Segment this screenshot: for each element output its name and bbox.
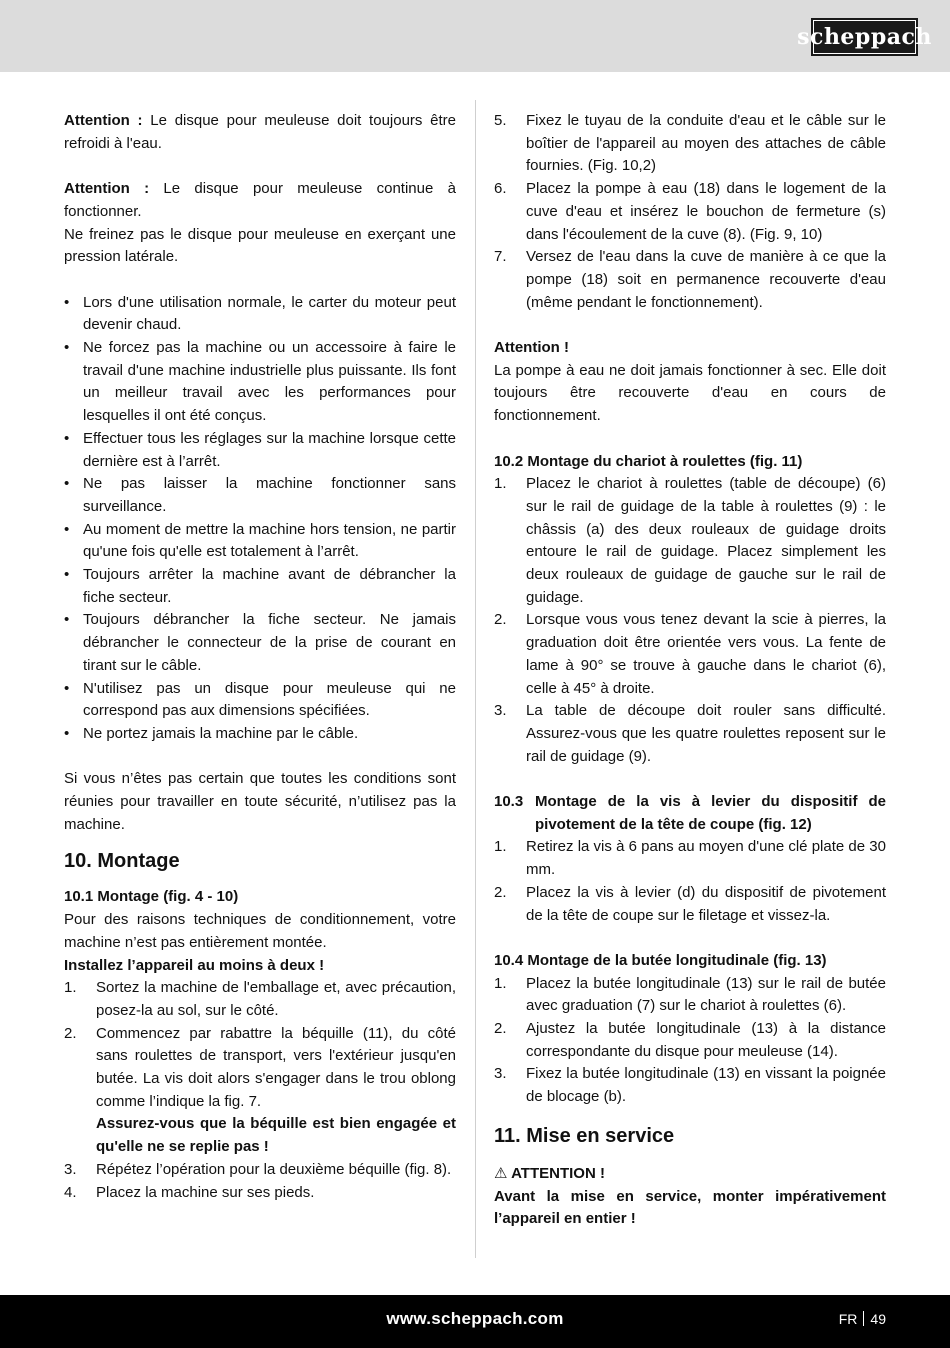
list-item-text: Toujours débrancher la fiche secteur. Ne jamais débrancher le connecteur de la prise de courant en tirant sur le câble. xyxy=(83,611,456,674)
list-item xyxy=(64,678,456,723)
list-item xyxy=(494,609,886,700)
list-item-text: Lors d'une utilisation normale, le carter du moteur peut devenir chaud. xyxy=(83,293,456,334)
list-item xyxy=(494,836,886,881)
list-item xyxy=(64,292,456,337)
step-text: Fixez le tuyau de la conduite d'eau et le câble sur le boîtier de l'appareil au moyen des attaches de câble fournies. (Fig. 10,2) xyxy=(526,112,886,175)
warning-triangle-icon: ⚠ xyxy=(494,1164,508,1182)
step-text: Répétez l’opération pour la deuxième béquille (fig. 8). xyxy=(96,1160,452,1178)
step-number: 3. xyxy=(64,1160,77,1178)
subsection-heading-10-2: 10.2 Montage du chariot à roulettes (fig. 11) xyxy=(494,452,803,470)
step-text: Ajustez la butée longitudinale (13) à la distance correspondante du disque pour meuleuse (14). xyxy=(526,1020,886,1060)
step-text: Placez la machine sur ses pieds. xyxy=(96,1183,315,1201)
attention-text: La pompe à eau ne doit jamais fonctionner à sec. Elle doit toujours être recouverte d'eau en cours de fonctionnement. xyxy=(494,361,886,425)
brand-logo-text: scheppach xyxy=(797,24,932,50)
safety-note: Si vous n’êtes pas certain que toutes les conditions sont réunies pour travailler en toute sécurité, n’utilisez pas la machine. xyxy=(64,770,456,833)
step-number: 1. xyxy=(494,974,507,992)
footer-bar xyxy=(0,1295,950,1348)
step-text: Commencez par rabattre la béquille (11), du côté sans roulettes de transport, vers l'extérieur jusqu'en butée. La vis doit alors s'engager dans le trou oblong comme l’indique la fig. 7. xyxy=(96,1024,456,1110)
paragraph-bold: Installez l’appareil au moins à deux ! xyxy=(64,956,325,974)
bullet-marker: • xyxy=(64,339,70,356)
bullet-marker: • xyxy=(64,566,70,584)
list-item-text: Au moment de mettre la machine hors tension, ne partir qu'une fois qu'elle est totalement à l’arrêt. xyxy=(83,520,456,561)
step-text: Fixez la butée longitudinale (13) en vissant la poignée de blocage (b). xyxy=(526,1065,886,1106)
page-separator xyxy=(863,1311,864,1326)
subsection-heading-10-1: 10.1 Montage (fig. 4 - 10) xyxy=(64,888,239,906)
assembly-steps xyxy=(64,977,456,1204)
carriage-steps xyxy=(494,473,886,768)
header-bar xyxy=(0,0,950,72)
warning-label: ATTENTION ! xyxy=(511,1164,605,1182)
bullet-marker: • xyxy=(64,611,70,629)
step-text: Sortez la machine de l'emballage et, avec précaution, posez-la au sol, sur le côté. xyxy=(96,979,456,1019)
list-item xyxy=(64,337,456,428)
subsection-heading-10-4: 10.4 Montage de la butée longitudinale (fig. 13) xyxy=(494,951,827,969)
attention-label: Attention : xyxy=(64,112,143,129)
heading-text: Montage de la vis à levier du dispositif de pivotement de la tête de coupe (fig. 12) xyxy=(535,793,886,833)
website-link[interactable]: www.scheppach.com xyxy=(386,1309,564,1328)
step-number: 2. xyxy=(64,1024,77,1042)
step-number: 1. xyxy=(64,979,77,997)
bullet-marker: • xyxy=(64,475,70,493)
list-item xyxy=(64,1182,456,1205)
list-item-text: Ne forcez pas la machine ou un accessoire à faire le travail d'une machine industrielle plus puissante. Ils font un meilleur travail avec les performances pour lesquelles il ont été conçus. xyxy=(83,339,456,425)
attention-label: Attention : xyxy=(64,180,150,198)
list-item xyxy=(64,428,456,473)
warning-text: Avant la mise en service, monter impérativement l’appareil en entier ! xyxy=(494,1187,886,1228)
bullet-marker: • xyxy=(64,724,70,742)
list-item xyxy=(64,609,456,677)
step-number: 2. xyxy=(494,1020,507,1038)
attention-note-2-cont: Ne freinez pas le disque pour meuleuse en exerçant une pression latérale. xyxy=(64,225,456,266)
attention-text: Le disque pour meuleuse continue à fonctionner. xyxy=(64,180,456,220)
warning-heading xyxy=(494,1163,886,1186)
bullet-marker: • xyxy=(64,293,70,311)
list-item xyxy=(64,977,456,1022)
list-item xyxy=(494,473,886,609)
assembly-steps-continued xyxy=(494,110,886,314)
list-item xyxy=(494,246,886,314)
section-heading-mise-en-service: 11. Mise en service xyxy=(494,1124,675,1147)
heading-number: 10.3 xyxy=(494,793,524,811)
attention-text: Le disque pour meuleuse doit toujours être refroidi à l'eau. xyxy=(64,112,456,152)
list-item-text: Ne portez jamais la machine par le câble. xyxy=(83,724,359,742)
list-item-text: Ne pas laisser la machine fonctionner sans surveillance. xyxy=(83,475,456,515)
step-text: Versez de l'eau dans la cuve de manière à ce que la pompe (18) soit en permanence recouverte d'eau (même pendant le fonctionnement). xyxy=(526,248,886,311)
list-item xyxy=(64,1159,456,1182)
step-text: La table de découpe doit rouler sans difficulté. Assurez-vous que les quatre roulettes reposent sur le rail de guidage (9). xyxy=(526,702,886,765)
brand-logo xyxy=(797,18,932,56)
attention-label: Attention ! xyxy=(494,339,569,357)
list-item xyxy=(494,110,886,178)
list-item-text: Toujours arrêter la machine avant de débrancher la fiche secteur. xyxy=(83,566,456,606)
attention-note-1 xyxy=(64,110,456,155)
list-item xyxy=(64,519,456,564)
left-column xyxy=(64,110,456,1204)
list-item xyxy=(494,882,886,927)
page-indicator xyxy=(839,1311,886,1327)
list-item xyxy=(64,1023,456,1159)
attention-note-2 xyxy=(64,178,456,223)
step-number: 6. xyxy=(494,180,507,198)
step-number: 1. xyxy=(494,475,507,493)
page-number: 49 xyxy=(870,1311,886,1327)
step-text: Placez la butée longitudinale (13) sur le rail de butée avec graduation (7) sur le chariot à roulettes (6). xyxy=(526,974,886,1015)
list-item xyxy=(64,723,456,746)
list-item-text: N'utilisez pas un disque pour meuleuse qui ne correspond pas aux dimensions spécifiées. xyxy=(83,679,456,720)
list-item xyxy=(494,1018,886,1063)
step-text: Placez la vis à levier (d) du dispositif de pivotement de la tête de coupe sur le filetage et vissez-la. xyxy=(526,883,886,924)
step-number: 3. xyxy=(494,702,507,720)
language-code: FR xyxy=(838,1311,858,1327)
step-number: 2. xyxy=(494,611,507,629)
step-text: Placez la pompe à eau (18) dans le logement de la cuve d'eau et insérez le bouchon de fermeture (s) dans l'écoulement de la cuve (8). (Fig. 9, 10) xyxy=(526,180,886,243)
bullet-marker: • xyxy=(64,520,70,538)
list-item xyxy=(494,973,886,1018)
list-item xyxy=(494,178,886,246)
bullet-marker: • xyxy=(64,429,70,447)
step-number: 5. xyxy=(494,112,507,129)
safety-bullet-list xyxy=(64,292,456,746)
column-divider xyxy=(475,100,476,1258)
fence-steps xyxy=(494,973,886,1109)
section-heading-montage: 10. Montage xyxy=(64,850,180,873)
list-item xyxy=(494,700,886,768)
step-number: 7. xyxy=(494,248,507,266)
list-item xyxy=(494,1063,886,1108)
step-number: 2. xyxy=(494,883,507,901)
lever-screw-steps xyxy=(494,836,886,927)
list-item xyxy=(64,473,456,518)
step-warning: Assurez-vous que la béquille est bien engagée et qu'elle ne se replie pas ! xyxy=(96,1115,456,1156)
step-number: 1. xyxy=(494,838,507,856)
step-number: 4. xyxy=(64,1183,77,1201)
step-text: Retirez la vis à 6 pans au moyen d'une clé plate de 30 mm. xyxy=(526,838,886,879)
subsection-heading-10-3 xyxy=(494,791,886,836)
step-text: Placez le chariot à roulettes (table de découpe) (6) sur le rail de guidage de la table à roulettes (9) : le châssis (a) des deux rouleaux de guidage droits entoure le rail de guidage. Placez simplement les deux rouleaux de guidage de gauche sur le rail de guidage. xyxy=(526,475,886,606)
right-column xyxy=(494,110,886,1231)
bullet-marker: • xyxy=(64,679,70,697)
list-item xyxy=(64,564,456,609)
step-number: 3. xyxy=(494,1065,507,1083)
paragraph: Pour des raisons techniques de conditionnement, votre machine n’est pas entièrement montée. xyxy=(64,911,456,951)
step-text: Lorsque vous vous tenez devant la scie à pierres, la graduation doit être orientée vers vous. La fente de lame à 90° se trouve à gauche dans le chariot (6), celle à 45° à droite. xyxy=(526,611,886,697)
list-item-text: Effectuer tous les réglages sur la machine lorsque cette dernière est à l’arrêt. xyxy=(83,429,456,470)
